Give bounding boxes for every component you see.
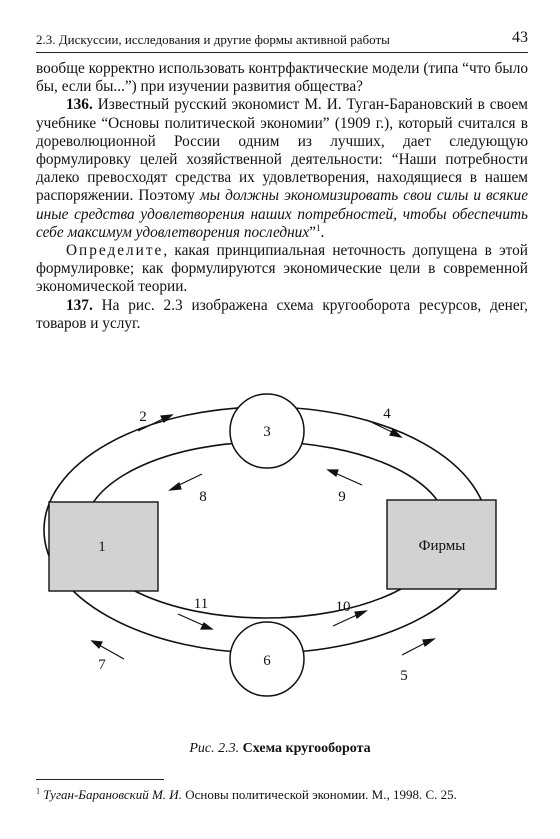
arrow-label-8: 8 xyxy=(199,489,207,505)
circle-top-label: 3 xyxy=(263,424,271,440)
arrow-7 xyxy=(92,641,124,659)
box-households-label: 1 xyxy=(98,539,106,555)
arrow-11 xyxy=(178,614,212,629)
arrow-4 xyxy=(367,420,401,437)
caption-title: Схема кругооборота xyxy=(242,741,371,756)
footnote xyxy=(36,787,536,803)
task-number-137: 137. xyxy=(66,296,93,314)
arrow-label-11: 11 xyxy=(193,596,209,612)
arrow-9 xyxy=(328,470,362,485)
paragraph-137 xyxy=(36,297,528,333)
paragraph-136-italic-quote: мы должны экономизировать свои силы и всякие иные средства удовлетворения наших потребностей, чтобы обеспечить себе максимум удовлетворения последних xyxy=(36,187,528,241)
task-text: , какая принципиальная неточность допущена в этой формулировке; как формулируются экономические цели в современной экономической теории. xyxy=(36,242,528,296)
footnote-reference: 1 xyxy=(315,222,321,233)
paragraph-136-quote-end: ” xyxy=(309,223,316,241)
paragraph-task xyxy=(36,242,528,297)
footnote-author: Туган-Барановский М. И. xyxy=(43,787,182,802)
body-text xyxy=(36,60,528,333)
footnote-text: Основы политической экономии. М., 1998. С. 25. xyxy=(181,787,457,802)
running-header xyxy=(36,28,528,53)
footnote-divider xyxy=(36,779,164,780)
page-number: 43 xyxy=(512,29,528,46)
circular-flow-diagram xyxy=(0,370,560,720)
task-number-136: 136. xyxy=(66,96,93,114)
paragraph-136 xyxy=(36,96,528,242)
paragraph-136-dot: . xyxy=(320,223,325,241)
circle-bottom-label: 6 xyxy=(263,653,271,669)
arrow-8 xyxy=(170,474,202,490)
paragraph-136-text: Известный русский экономист М. И. Туган-Барановский в своем учебнике “Основы политической экономии” (1909 г.), который считался в дореволюционной России одним из лучших, дает следующую формулировку целей хозяйственной деятельности: “Наши потребности далеко превосходят средства их удовлетворения, находящиеся в нашем распоряжении. Поэтому xyxy=(36,96,528,205)
arrow-label-2: 2 xyxy=(139,409,147,425)
arrow-label-5: 5 xyxy=(400,668,408,684)
paragraph-continuation: вообще корректно использовать контрфактические модели (типа “что было бы, если бы...”) при изучении развития общества? xyxy=(36,60,528,96)
header-title: 2.3. Дискуссии, исследования и другие формы активной работы xyxy=(36,32,390,47)
arrow-label-10: 10 xyxy=(335,599,351,615)
arrow-5 xyxy=(402,639,434,655)
task-keyword: Определите xyxy=(66,242,164,260)
caption-prefix: Рис. 2.3. xyxy=(189,741,240,756)
box-firms-label: Фирмы xyxy=(418,538,466,554)
paragraph-137-text: На рис. 2.3 изображена схема кругооборота ресурсов, денег, товаров и услуг. xyxy=(36,296,528,332)
figure-caption xyxy=(0,741,560,757)
arrow-label-7: 7 xyxy=(98,657,106,673)
footnote-marker: 1 xyxy=(36,786,40,796)
arrow-label-9: 9 xyxy=(338,489,346,505)
arrow-label-4: 4 xyxy=(383,406,391,422)
